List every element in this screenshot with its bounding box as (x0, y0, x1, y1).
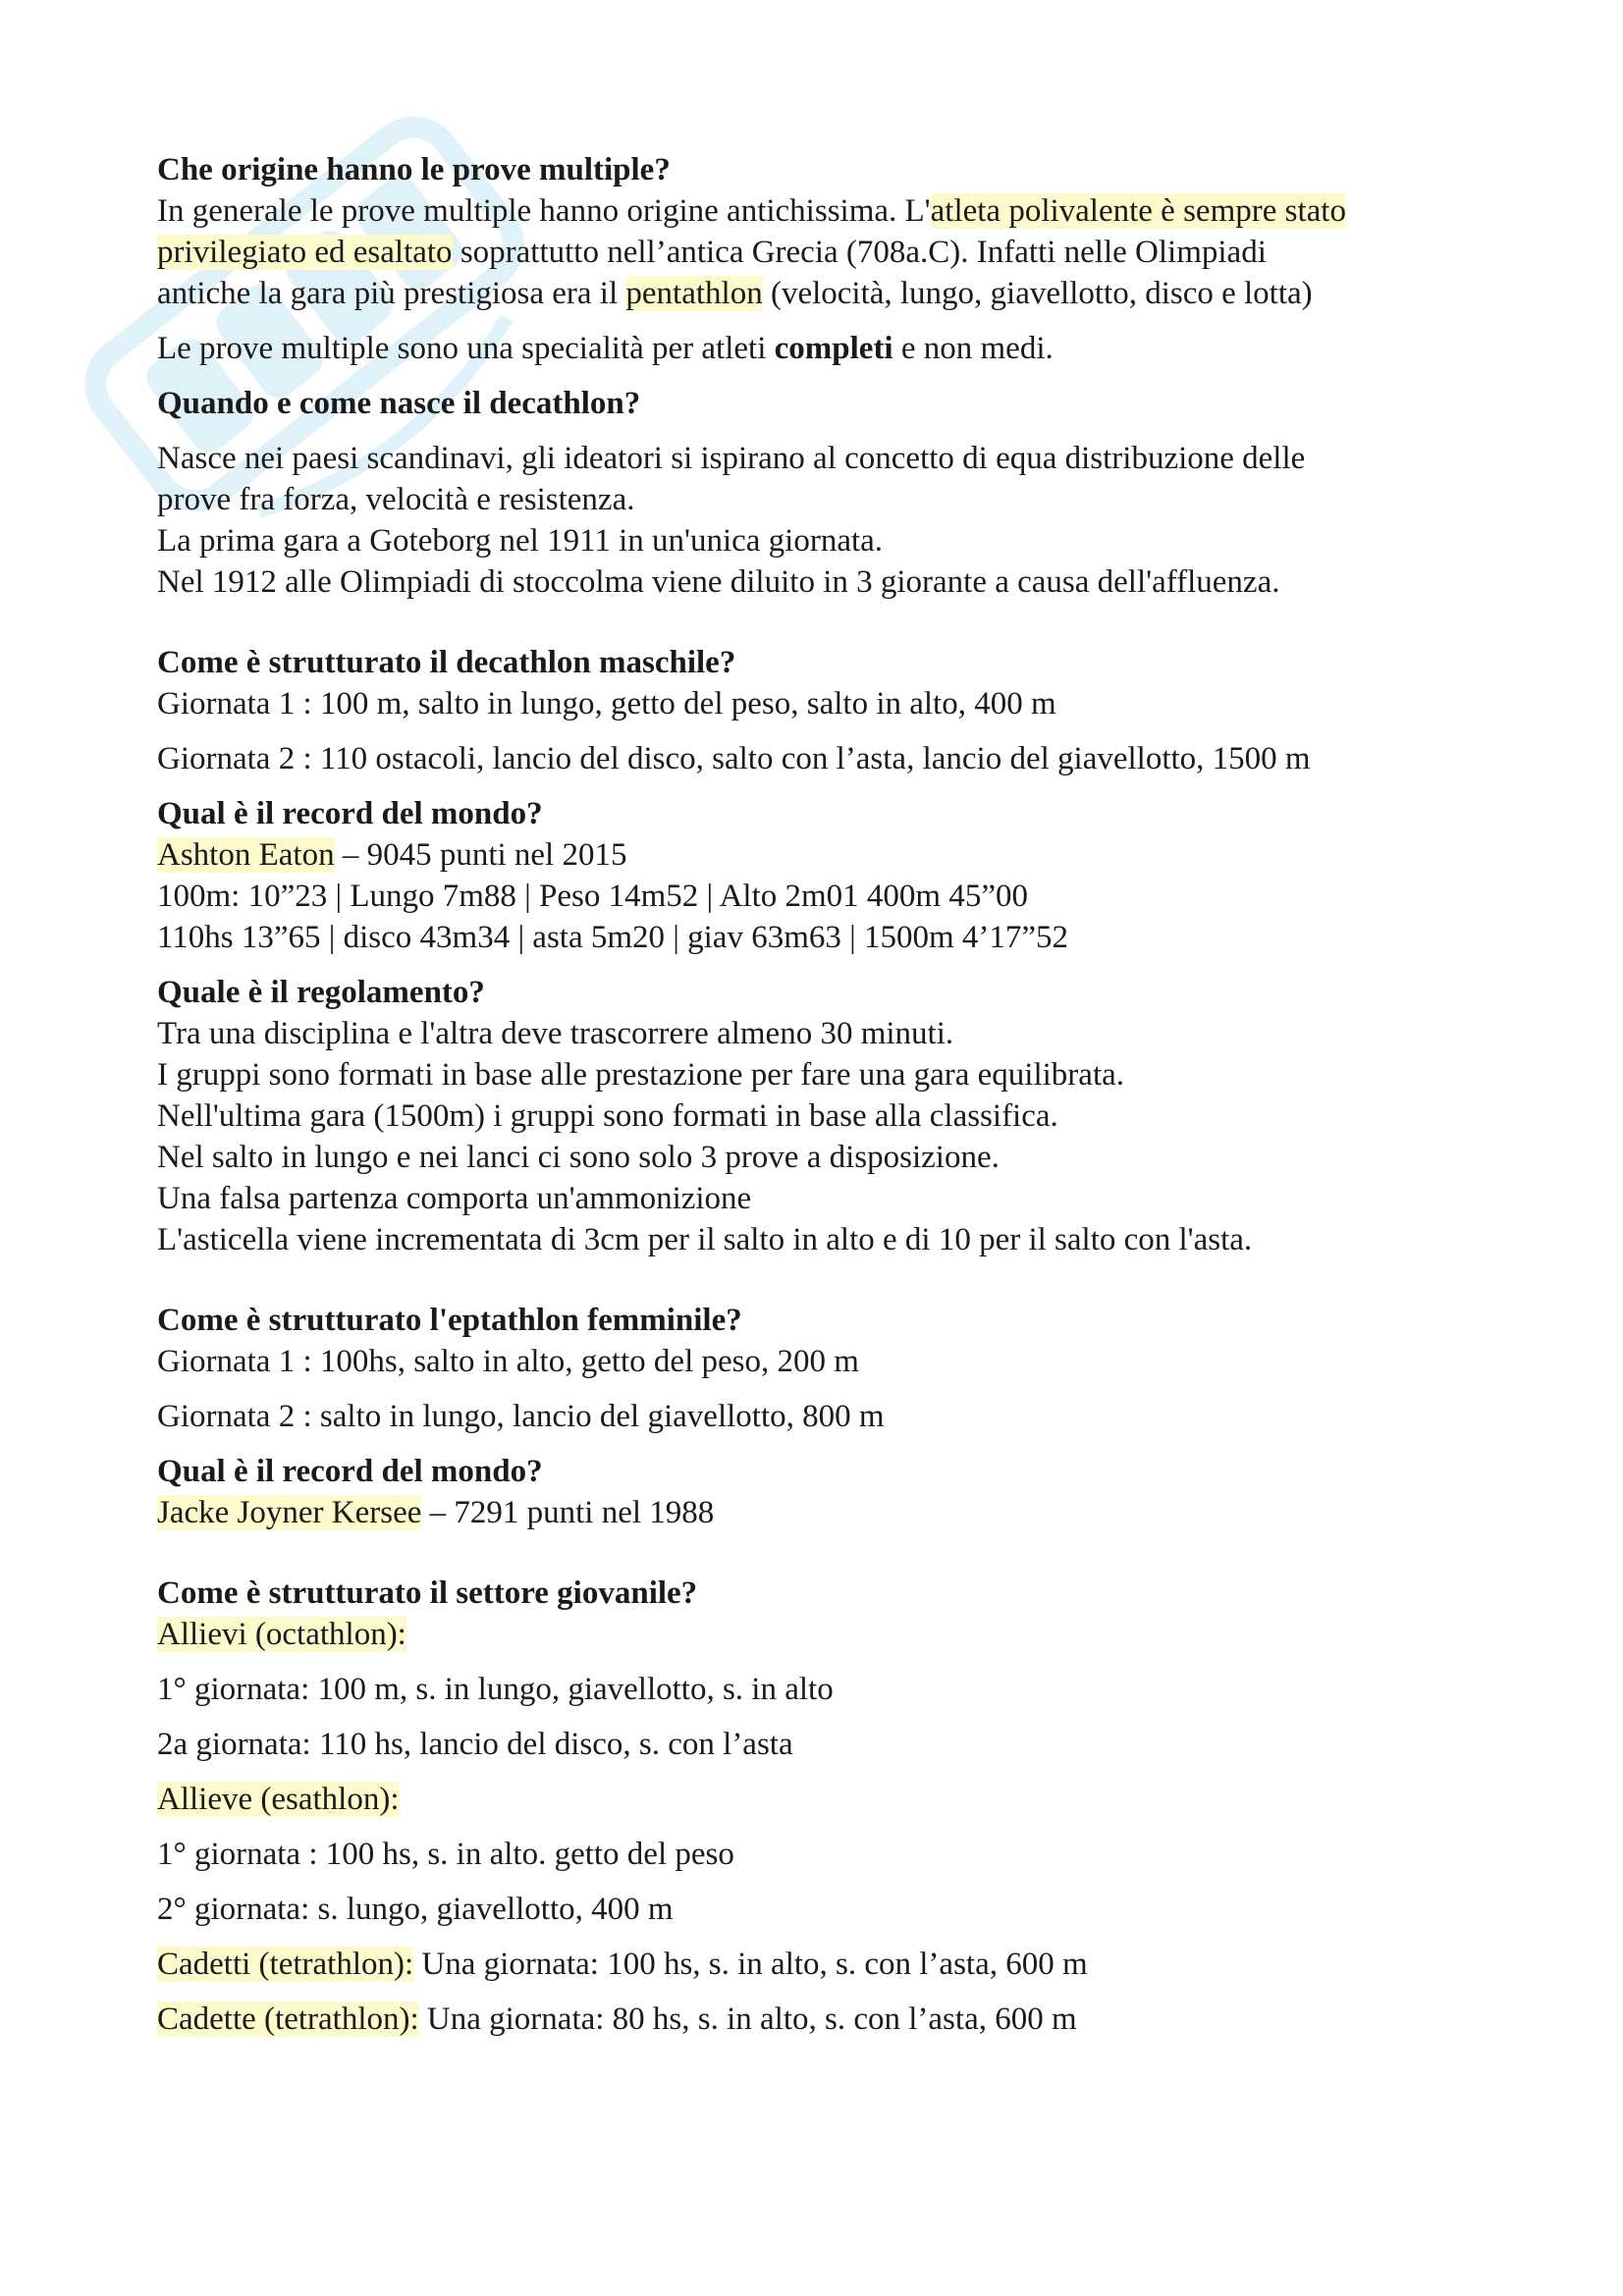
document-page: Che origine hanno le prove multiple? In generale le prove multiple hanno origine antichissima. L'atleta polivalente è sempre stato privilegiato ed esaltato soprattutto nell’antica Grecia (708a.C). Infatti nelle Olimpiadi antiche la gara più prestigiosa era il pentathlon (velocità, lungo, giavellotto, disco e lotta) Le prove multiple sono una specialità per atleti completi e non medi. Quando e come nasce il decathlon? Nasce nei paesi scandinavi, gli ideatori si ispirano al concetto di equa distribuzione delle prove fra forza, velocità e resistenza. La prima gara a Goteborg nel 1911 in un'unica giornata. Nel 1912 alle Olimpiadi di stoccolma viene diluito in 3 giorante a causa dell'affluenza. Come è strutturato il decathlon maschile? Giornata 1 : 100 m, salto in lungo, getto del peso, salto in alto, 400 m Giornata 2 : 110 ostacoli, lancio del disco, salto con l’asta, lancio del giavellotto, 1500 m Qual è il record del mondo? Ashton Eaton – 9045 punti nel 2015 100m: 10”23 | Lungo 7m88 | Peso 14m52 | Alto 2m01 400m 45”00 110hs 13”65 | disco 43m34 | asta 5m20 | giav 63m63 | 1500m 4’17”52 Quale è il regolamento? Tra una disciplina e l'altra deve trascorrere almeno 30 minuti. I gruppi sono formati in base alle prestazione per fare una gara equilibrata. Nell'ultima gara (1500m) i gruppi sono formati in base alla classifica. Nel salto in lungo e nei lanci ci sono solo 3 prove a disposizione. Una falsa partenza comporta un'ammonizione L'asticella viene incrementata di 3cm per il salto in alto e di 10 per il salto con l'asta. Come è strutturato l'eptathlon femminile? Giornata 1 : 100hs, salto in alto, getto del peso, 200 m Giornata 2 : salto in lungo, lancio del giavellotto, 800 m Qual è il record del mondo? Jacke Joyner Kersee – 7291 punti nel 1988 Come è strutturato il settore giovanile? Allievi (octathlon): 1° giornata: 100 m, s. in lungo, giavellotto, s. in alto 2a giornata: 110 hs, lancio del disco, s. con l’asta Allieve (esathlon): 1° giornata : 100 hs, s. in alto. getto del peso 2° giornata: s. lungo, giavellotto, 400 m Cadetti (tetrathlon): Una giornata: 100 hs, s. in alto, s. con l’asta, 600 m Cadette (tetrathlon): Una giornata: 80 hs, s. in alto, s. con l’asta, 600 m (157, 149, 1492, 2040)
heading-origin: Che origine hanno le prove multiple? (157, 152, 671, 187)
highlight: Allievi (octathlon): (157, 1617, 406, 1652)
highlight: Cadetti (tetrathlon): (157, 1947, 414, 1982)
highlight: Cadette (tetrathlon): (157, 2002, 419, 2037)
heading-decathlon-structure: Come è strutturato il decathlon maschile? (157, 645, 736, 680)
heading-youth: Come è strutturato il settore giovanile? (157, 1575, 698, 1611)
heading-rules: Quale è il regolamento? (157, 975, 485, 1010)
heading-world-record-women: Qual è il record del mondo? (157, 1454, 543, 1489)
heading-decathlon-origin: Quando e come nasce il decathlon? (157, 386, 641, 421)
highlight: Jacke Joyner Kersee (157, 1495, 422, 1530)
heading-heptathlon: Come è strutturato l'eptathlon femminile? (157, 1303, 742, 1338)
highlight: atleta polivalente è sempre stato (930, 193, 1346, 229)
highlight: privilegiato ed esaltato (157, 235, 453, 270)
heading-world-record-men: Qual è il record del mondo? (157, 796, 543, 831)
highlight: Ashton Eaton (157, 837, 335, 873)
paragraph-origin: In generale le prove multiple hanno origine antichissima. L'atleta polivalente è sempre stato (157, 193, 1346, 229)
highlight: pentathlon (625, 276, 763, 311)
highlight: Allieve (esathlon): (157, 1782, 400, 1817)
